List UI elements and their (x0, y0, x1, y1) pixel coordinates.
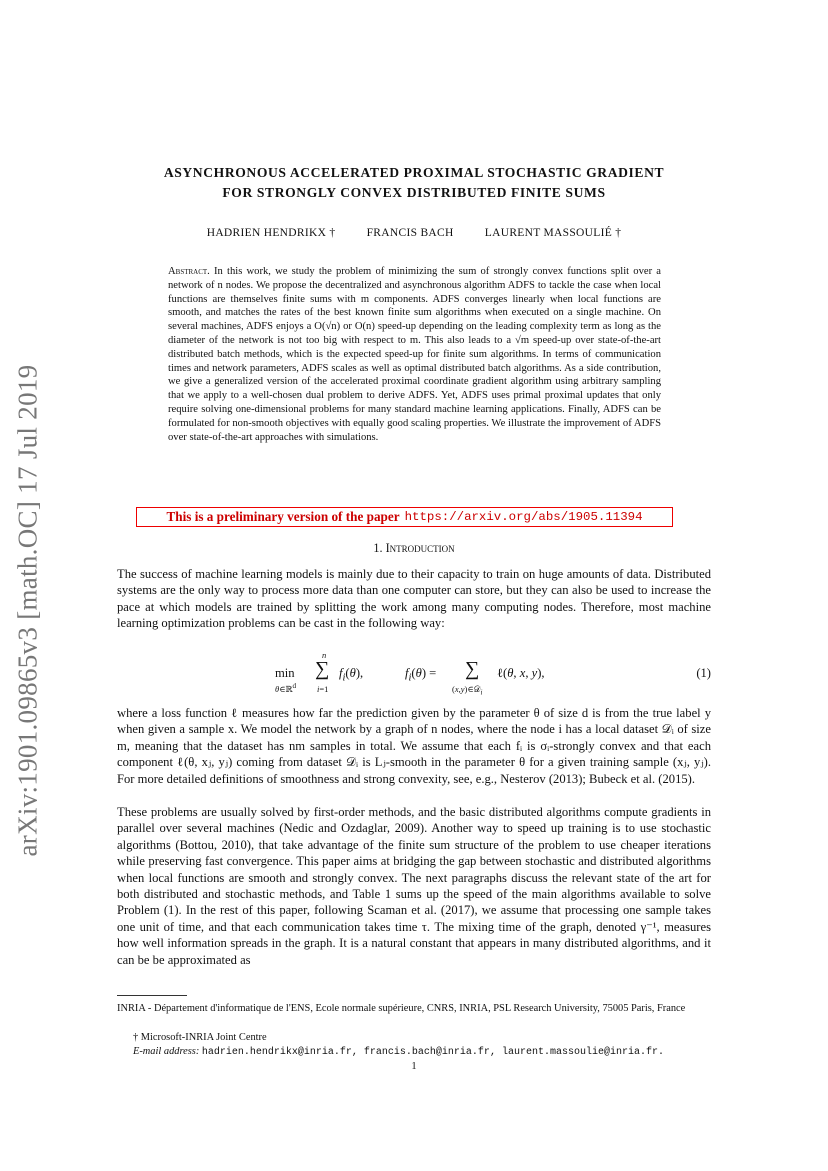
footnote-joint-centre: † Microsoft-INRIA Joint Centre (133, 1032, 267, 1043)
abstract (168, 265, 661, 444)
intro-paragraph-3: These problems are usually solved by first-order methods, and the basic distributed algorithms compute gradients in parallel over several machines (Nedic and Ozdaglar, 2009). Another way to speed up training is to use stochastic algorithms (Bottou, 2010), that take advantage of the finite sum structure of the problem to use cheaper iterations while preserving fast convergence. This paper aims at bridging the gap between stochastic and distributed algorithms when local functions are smooth and strongly convex. The next paragraphs discuss the relevant state of the art for both distributed and stochastic methods, and Table 1 sums up the speed of the main algorithms available to solve Problem (1). In the rest of this paper, following Scaman et al. (2017), we assume that processing one sample takes one unit of time, and that each communication takes time τ. The mixing time of the graph, denoted γ⁻¹, measures how well information spreads in the graph. It is a natural constant that appears in many distributed algorithms, and it can be be approximated as (117, 805, 711, 967)
arxiv-stamp: arXiv:1901.09865v3 [math.OC] 17 Jul 2019 (12, 364, 43, 856)
page-number: 1 (411, 1061, 417, 1072)
footnote-affiliation: INRIA - Département d'informatique de l'ENS, Ecole normale supérieure, CNRS, INRIA, PSL Research University, 75005 Paris, France (117, 1003, 686, 1014)
author-2: FRANCIS BACH (366, 227, 454, 239)
authors (0, 227, 828, 239)
author-3: LAURENT MASSOULIÉ † (484, 227, 622, 239)
abstract-text: In this work, we study the problem of minimizing the sum of strongly convex functions split over a network of n nodes. We propose the decentralized and asynchronous algorithm ADFS to tackle the case when local functions are themselves finite sums with m components. ADFS converges linearly when local functions are smooth, and matches the rates of the best known finite sum algorithms when executed on a single machine. On several machines, ADFS enjoys a O(√n) or O(n) speed-up depending on the leading complexity term as long as the diameter of the network is not too big with respect to m. This also leads to a √m speed-up over state-of-the-art distributed batch methods, which is the expected speed-up for finite sum algorithms. In terms of communication times and network parameters, ADFS scales as well as optimal distributed batch algorithms. As a side contribution, we give a generalized version of the accelerated proximal coordinate gradient algorithm using arbitrary sampling that we apply to a well-chosen dual problem to derive ADFS. Yet, ADFS uses primal proximal updates that only require solving one-dimensional problems for many standard machine learning applications. Finally, ADFS can be formulated for non-smooth objectives with equally good scaling properties. We illustrate the improvement of ADFS over state-of-the-art approaches with simulations. (168, 266, 661, 443)
paper-title: ASYNCHRONOUS ACCELERATED PROXIMAL STOCHASTIC GRADIENT FOR STRONGLY CONVEX DISTRIBUTED FINITE SUMS (163, 165, 665, 200)
equation-1: min θ∈ℝ$^d$ n ∑ i=1 $f_i(\theta)$, $f_i(\theta)$ = ∑ (x,y)∈𝒟$_i$ ℓ(θ, x, y), (1) (275, 650, 711, 697)
equation-number: (1) (696, 666, 711, 680)
preliminary-link[interactable]: https://arxiv.org/abs/1905.11394 (404, 510, 643, 524)
intro-paragraph-2: where a loss function ℓ measures how far the prediction given by the parameter θ of size d is from the true label y when given a sample x. We model the network by a graph of n nodes, where the node i has a local dataset 𝒟ᵢ of size m, meaning that the dataset has nm samples in total. We assume that each fᵢ is σᵢ-strongly convex and that each component ℓ(θ, xⱼ, yⱼ) coming from dataset 𝒟ᵢ is Lⱼ-smooth in the parameter θ for a given training sample (xⱼ, yⱼ). For more detailed definitions of smoothness and strong convexity, see, e.g., Nesterov (2013); Bubeck et al. (2015). (117, 706, 711, 786)
footnote-rule (117, 995, 187, 996)
footnote-emails: E-mail address: hadrien.hendrikx@inria.fr, francis.bach@inria.fr, laurent.massoulie@inria.fr. (133, 1046, 664, 1058)
intro-paragraph-1: The success of machine learning models is mainly due to their capacity to train on huge amounts of data. Distributed systems are the only way to process more data than one computer can store, but they can also be used to increase the pace at which models are trained by splitting the work among many computing nodes. Therefore, most machine learning optimization problems can be cast in the following way: (117, 567, 711, 631)
abstract-label: Abstract. (168, 266, 210, 277)
author-1: HADRIEN HENDRIKX † (206, 227, 336, 239)
preliminary-notice (136, 507, 673, 527)
section-heading: 1. Introduction (373, 541, 455, 555)
preliminary-text: This is a preliminary version of the paper (166, 509, 400, 524)
